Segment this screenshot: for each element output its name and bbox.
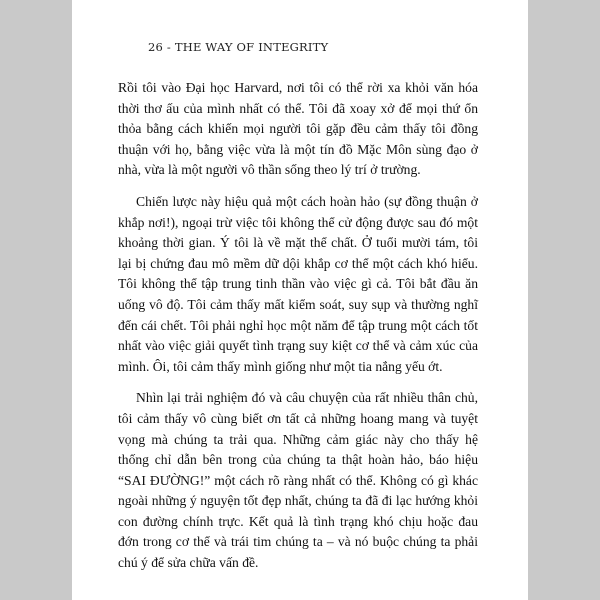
body-text (118, 78, 478, 585)
running-head (148, 40, 328, 54)
paragraph: Rồi tôi vào Đại học Harvard, nơi tôi có thể rời xa khỏi văn hóa thời thơ ấu của mình nhất có thể. Tôi đã xoay xở để mọi thứ ổn thỏa bằng cách khiến mọi người tôi gặp đều cảm thấy tôi đồng thuận với họ, bằng việc vừa là một tín đồ Mặc Môn sùng đạo ở nhà, vừa là một người vô thần sống theo lý trí ở trường. (118, 80, 478, 178)
book-title: THE WAY OF INTEGRITY (174, 40, 329, 54)
header-separator: - (163, 40, 175, 54)
paragraph: Chiến lược này hiệu quả một cách hoàn hảo (sự đồng thuận ở khắp nơi!), ngoại trừ việc tôi không thể cử động được sau đó một khoảng thời gian. Ý tôi là về mặt thể chất. Ở tuổi mười tám, tôi lại bị chứng đau mô mềm dữ dội khắp cơ thể một cách khó hiểu. Tôi không thể tập trung tinh thần vào việc gì cả. Tôi bắt đầu ăn uống vô độ. Tôi cảm thấy mất kiểm soát, suy sụp và thường nghĩ đến cái chết. Tôi phải nghỉ học một năm để tập trung một cách tốt nhất vào việc giải quyết tình trạng suy kiệt cơ thể và cảm xúc của mình. Ôi, tôi cảm thấy mình giống như một tia nắng yếu ớt. (118, 193, 478, 374)
page-number: 26 (148, 40, 164, 54)
paragraph: Nhìn lại trải nghiệm đó và câu chuyện của rất nhiều thân chủ, tôi cảm thấy vô cùng biết ơn tất cả những hoang mang và tuyệt vọng mà chúng ta trải qua. Những cảm giác này cho thấy hệ thống chỉ dẫn bên trong của chúng ta thật hoàn hảo, báo hiệu “SAI ĐƯỜNG!” một cách rõ ràng nhất có thể. Không có gì khác ngoài những ý nguyện tốt đẹp nhất, chúng ta đã đi lạc hướng khỏi con đường chính trực. Kết quả là tình trạng khó chịu hoặc đau đớn trong cơ thể và trái tim chúng ta – và nó buộc chúng ta phải chú ý để sửa chữa vấn đề. (118, 390, 478, 571)
